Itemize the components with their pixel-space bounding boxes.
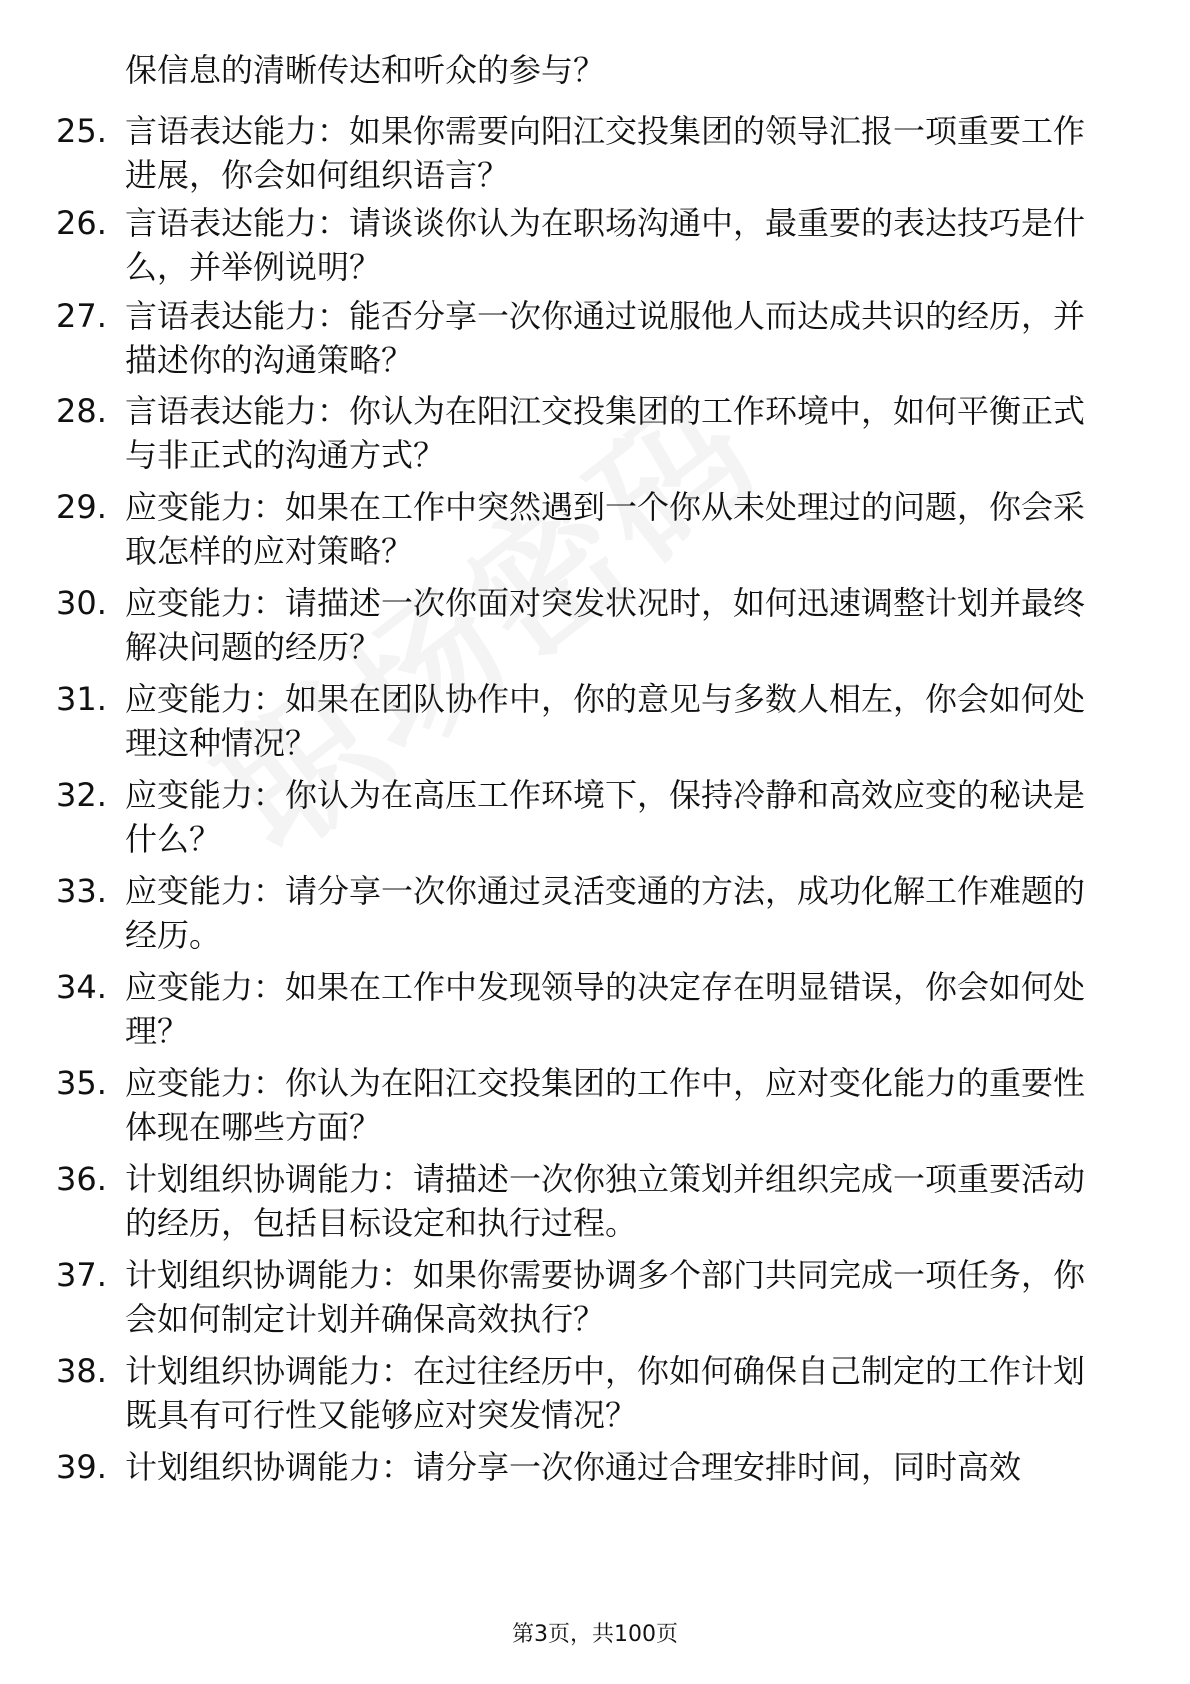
question-number: 34.: [56, 968, 107, 1006]
question-number: 35.: [56, 1064, 107, 1102]
question-text: 言语表达能力：如果你需要向阳江交投集团的领导汇报一项重要工作进展，你会如何组织语言？: [125, 112, 1086, 194]
question-number: 28.: [56, 392, 107, 430]
question-number: 30.: [56, 584, 107, 622]
question-number: 38.: [56, 1352, 107, 1390]
page-footer: 第3页，共100页: [512, 1622, 678, 1647]
question-number: 27.: [56, 297, 107, 335]
question-text: 应变能力：如果在工作中发现领导的决定存在明显错误，你会如何处理？: [125, 968, 1086, 1050]
question-number: 37.: [56, 1256, 107, 1294]
question-text: 应变能力：你认为在阳江交投集团的工作中，应对变化能力的重要性体现在哪些方面？: [125, 1064, 1086, 1146]
question-number: 29.: [56, 488, 107, 526]
question-text: 计划组织协调能力：请分享一次你通过合理安排时间，同时高效: [125, 1448, 1022, 1486]
question-text: 言语表达能力：你认为在阳江交投集团的工作环境中，如何平衡正式与非正式的沟通方式？: [125, 392, 1086, 474]
continuation-text: 保信息的清晰传达和听众的参与？: [125, 51, 606, 89]
question-text: 应变能力：如果在团队协作中，你的意见与多数人相左，你会如何处理这种情况？: [125, 680, 1086, 762]
question-text: 应变能力：如果在工作中突然遇到一个你从未处理过的问题，你会采取怎样的应对策略？: [125, 488, 1086, 570]
question-text: 计划组织协调能力：在过往经历中，你如何确保自己制定的工作计划既具有可行性又能够应对突发情况？: [125, 1352, 1086, 1434]
question-text: 计划组织协调能力：如果你需要协调多个部门共同完成一项任务，你会如何制定计划并确保高效执行？: [125, 1256, 1086, 1338]
question-text: 应变能力：请描述一次你面对突发状况时，如何迅速调整计划并最终解决问题的经历？: [125, 584, 1086, 666]
question-text: 应变能力：请分享一次你通过灵活变通的方法，成功化解工作难题的经历。: [125, 872, 1086, 954]
question-text: 言语表达能力：请谈谈你认为在职场沟通中，最重要的表达技巧是什么，并举例说明？: [125, 204, 1086, 286]
question-number: 39.: [56, 1448, 107, 1486]
question-number: 36.: [56, 1160, 107, 1198]
question-number: 32.: [56, 776, 107, 814]
question-number: 31.: [56, 680, 107, 718]
question-text: 计划组织协调能力：请描述一次你独立策划并组织完成一项重要活动的经历，包括目标设定和执行过程。: [125, 1160, 1086, 1242]
question-number: 26.: [56, 204, 107, 242]
question-number: 25.: [56, 112, 107, 150]
question-text: 言语表达能力：能否分享一次你通过说服他人而达成共识的经历，并描述你的沟通策略？: [125, 297, 1086, 379]
question-number: 33.: [56, 872, 107, 910]
question-text: 应变能力：你认为在高压工作环境下，保持冷静和高效应变的秘诀是什么？: [125, 776, 1086, 858]
